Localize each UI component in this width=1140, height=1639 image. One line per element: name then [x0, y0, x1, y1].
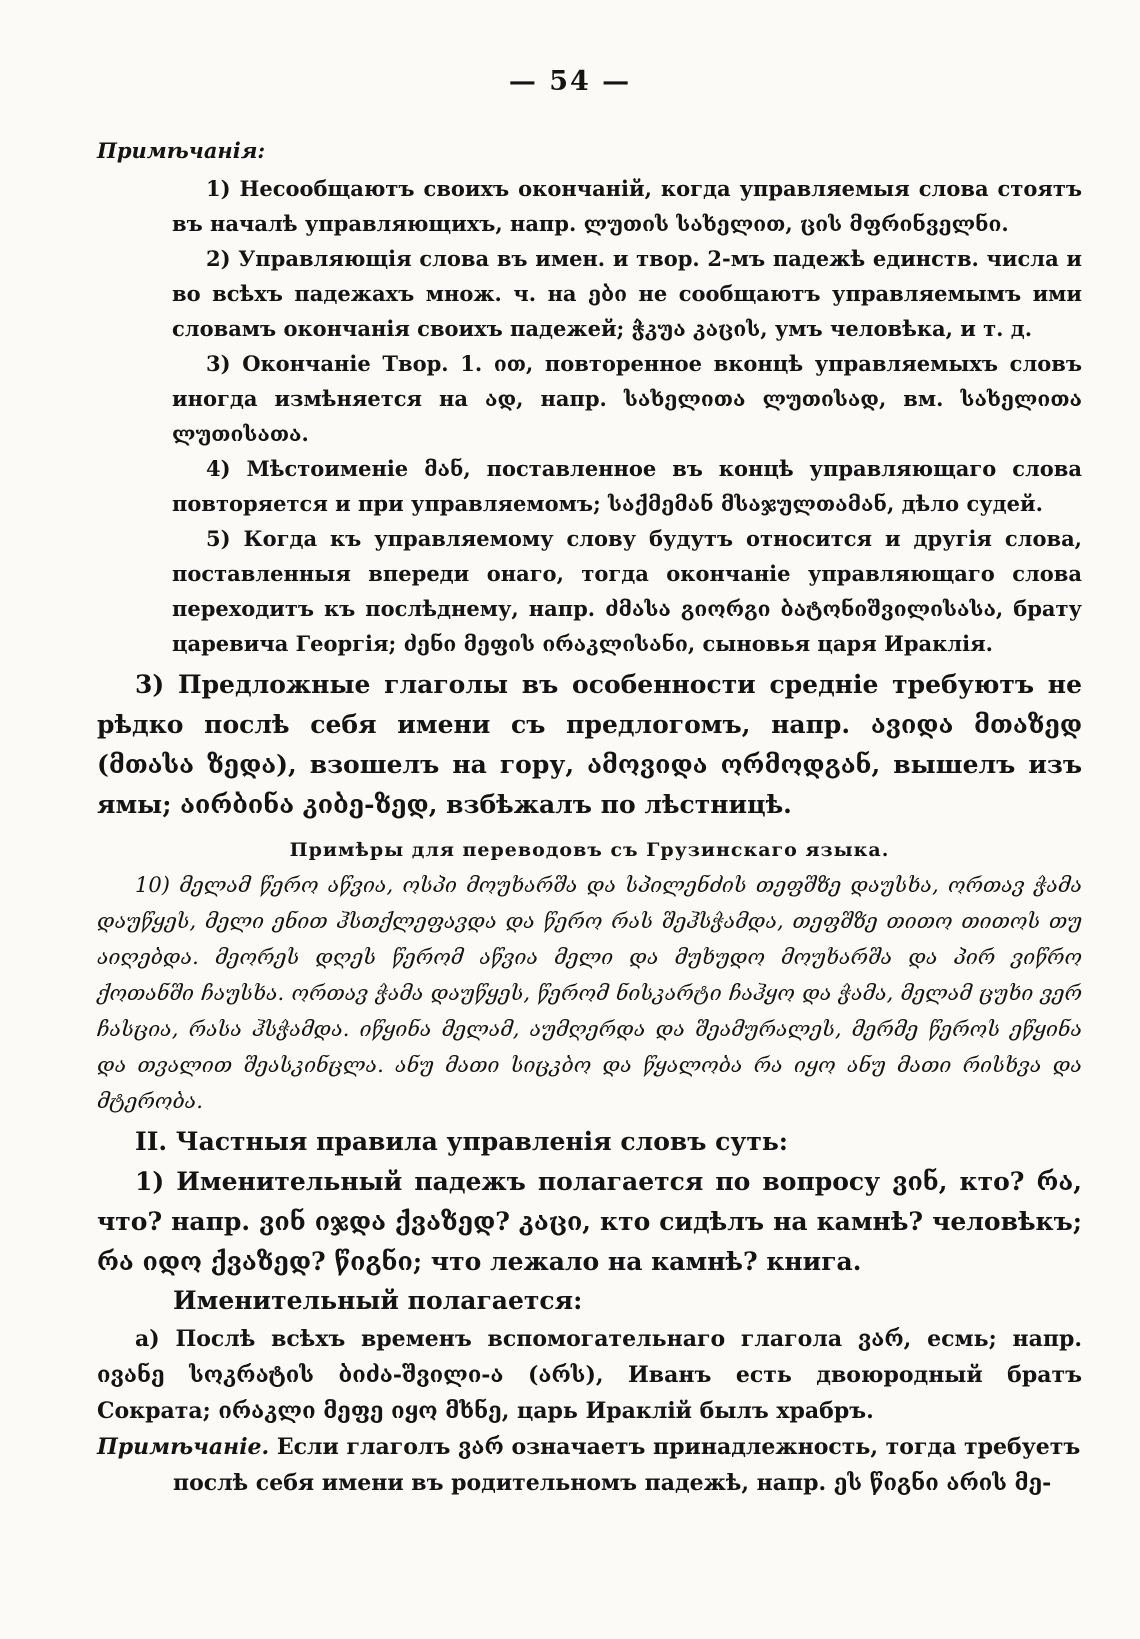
- heading-particular-rules: II. Частныя правила управленія словъ суть:: [135, 1127, 789, 1156]
- paragraph-nominative: 1) Именительный падежъ полагается по вопросу ვინ, кто? რა, что? напр. ვინ იჯდა ქვაზედ? კაცი, кто сидѣлъ на камнѣ? человѣкъ; რა იდო ქვაზედ? წიგნი; что лежало на камнѣ? книга.: [97, 1167, 1082, 1276]
- section-title-examples: Примѣры для переводовъ съ Грузинскаго языка.: [289, 839, 890, 861]
- final-note-first-line: Если глаголъ ვარ означаетъ принадлежность, тогда требуетъ: [269, 1434, 1081, 1460]
- sub-heading-nominative: Именительный полагается:: [173, 1286, 583, 1315]
- page-number: — 54 —: [508, 66, 632, 97]
- final-note-continuation: послѣ себя имени въ родительномъ падежѣ, напр. ეს წიგნი არის მე-: [173, 1470, 1052, 1496]
- page-content: [97, 138, 1082, 1501]
- paragraph-auxiliary-verb: а) Послѣ всѣхъ временъ вспомогательнаго глагола ვარ, есмь; напр. ივანე სოკრატის ბიძა-შვილი-ა (არს), Иванъ есть двоюродный братъ Сократа; ირაკლი მეფე იყო მხნე, царь Ираклій былъ храбръ.: [97, 1326, 1082, 1424]
- final-note: [97, 1429, 1082, 1501]
- note-2: 2) Управляющія слова въ имен. и твор. 2-мъ падежѣ единств. числа и во всѣхъ падежахъ множ. ч. на ები не сообщаютъ управляемымъ ими словамъ окончанія своихъ падежей; ჭკუა კაცის, умъ человѣка, и т. д.: [172, 246, 1082, 341]
- note-1: 1) Несообщаютъ своихъ окончаній, когда управляемыя слова стоятъ въ началѣ управляющихъ, напр. ლუთის სახელით, ცის მფრინველნი.: [172, 176, 1082, 236]
- note-5: 5) Когда къ управляемому слову будутъ относится и другія слова, поставленныя впереди онаго, тогда окончаніе управляющаго слова переходитъ къ послѣднему, напр. ძმასა გიორგი ბატონიშვილისასა, брату царевича Георгія; ძენი მეფის ირაკლისანი, сыновья царя Ираклія.: [172, 526, 1082, 656]
- notes-heading: Примѣчанія:: [97, 138, 266, 163]
- paragraph-prepositional-verbs: 3) Предложные глаголы въ особенности средніе требуютъ не рѣдко послѣ себя имени съ предлогомъ, напр. ავიდა მთაზედ (მთასა ზედა), взошелъ на гору, ამოვიდა ორმოდგან, вышелъ изъ ямы; აირბინა კიბე-ზედ, взбѣжалъ по лѣстницѣ.: [97, 670, 1082, 819]
- note-3: 3) Окончаніе Твор. 1. ით, повторенное вконцѣ управляемыхъ словъ иногда измѣняется на ად, напр. სახელითა ლუთისად, вм. სახელითა ლუთისათა.: [172, 351, 1082, 446]
- example-10: 10) მელამ წერო აწვია, ოსპი მოუხარშა და სპილენძის თეფშზე დაუსხა, ორთავ ჭამა დაუწყეს, მელი ენით ჰსთქლეფავდა და წერო რას შეჰსჭამდა, თეფშზე თითო თითოს თუ აიღებდა. მეორეს დღეს წერომ აწვია მელი და მუხუდო მოუხარშა და პირ ვიწრო ქოთანში ჩაუსხა. ორთავ ჭამა დაუწყეს, წერომ ნისკარტი ჩაჰყო და ჭამა, მელამ ცუხი ვერ ჩასცია, რასა ჰსჭამდა. იწყინა მელამ, აუმღერდა და შეამურალეს, მერმე წეროს ეწყინა და თვალით შეასკინცლა. ანუ მათი სიცკბო და წყალობა რა იყო ანუ მათი რისხვა და მტერობა.: [97, 873, 1082, 1113]
- note-4: 4) Мѣстоименіе მან, поставленное въ концѣ управляющаго слова повторяется и при управляемомъ; საქმემან მსაჯულთამან, дѣло судей.: [172, 456, 1082, 516]
- final-note-lead: Примѣчаніе.: [97, 1434, 270, 1460]
